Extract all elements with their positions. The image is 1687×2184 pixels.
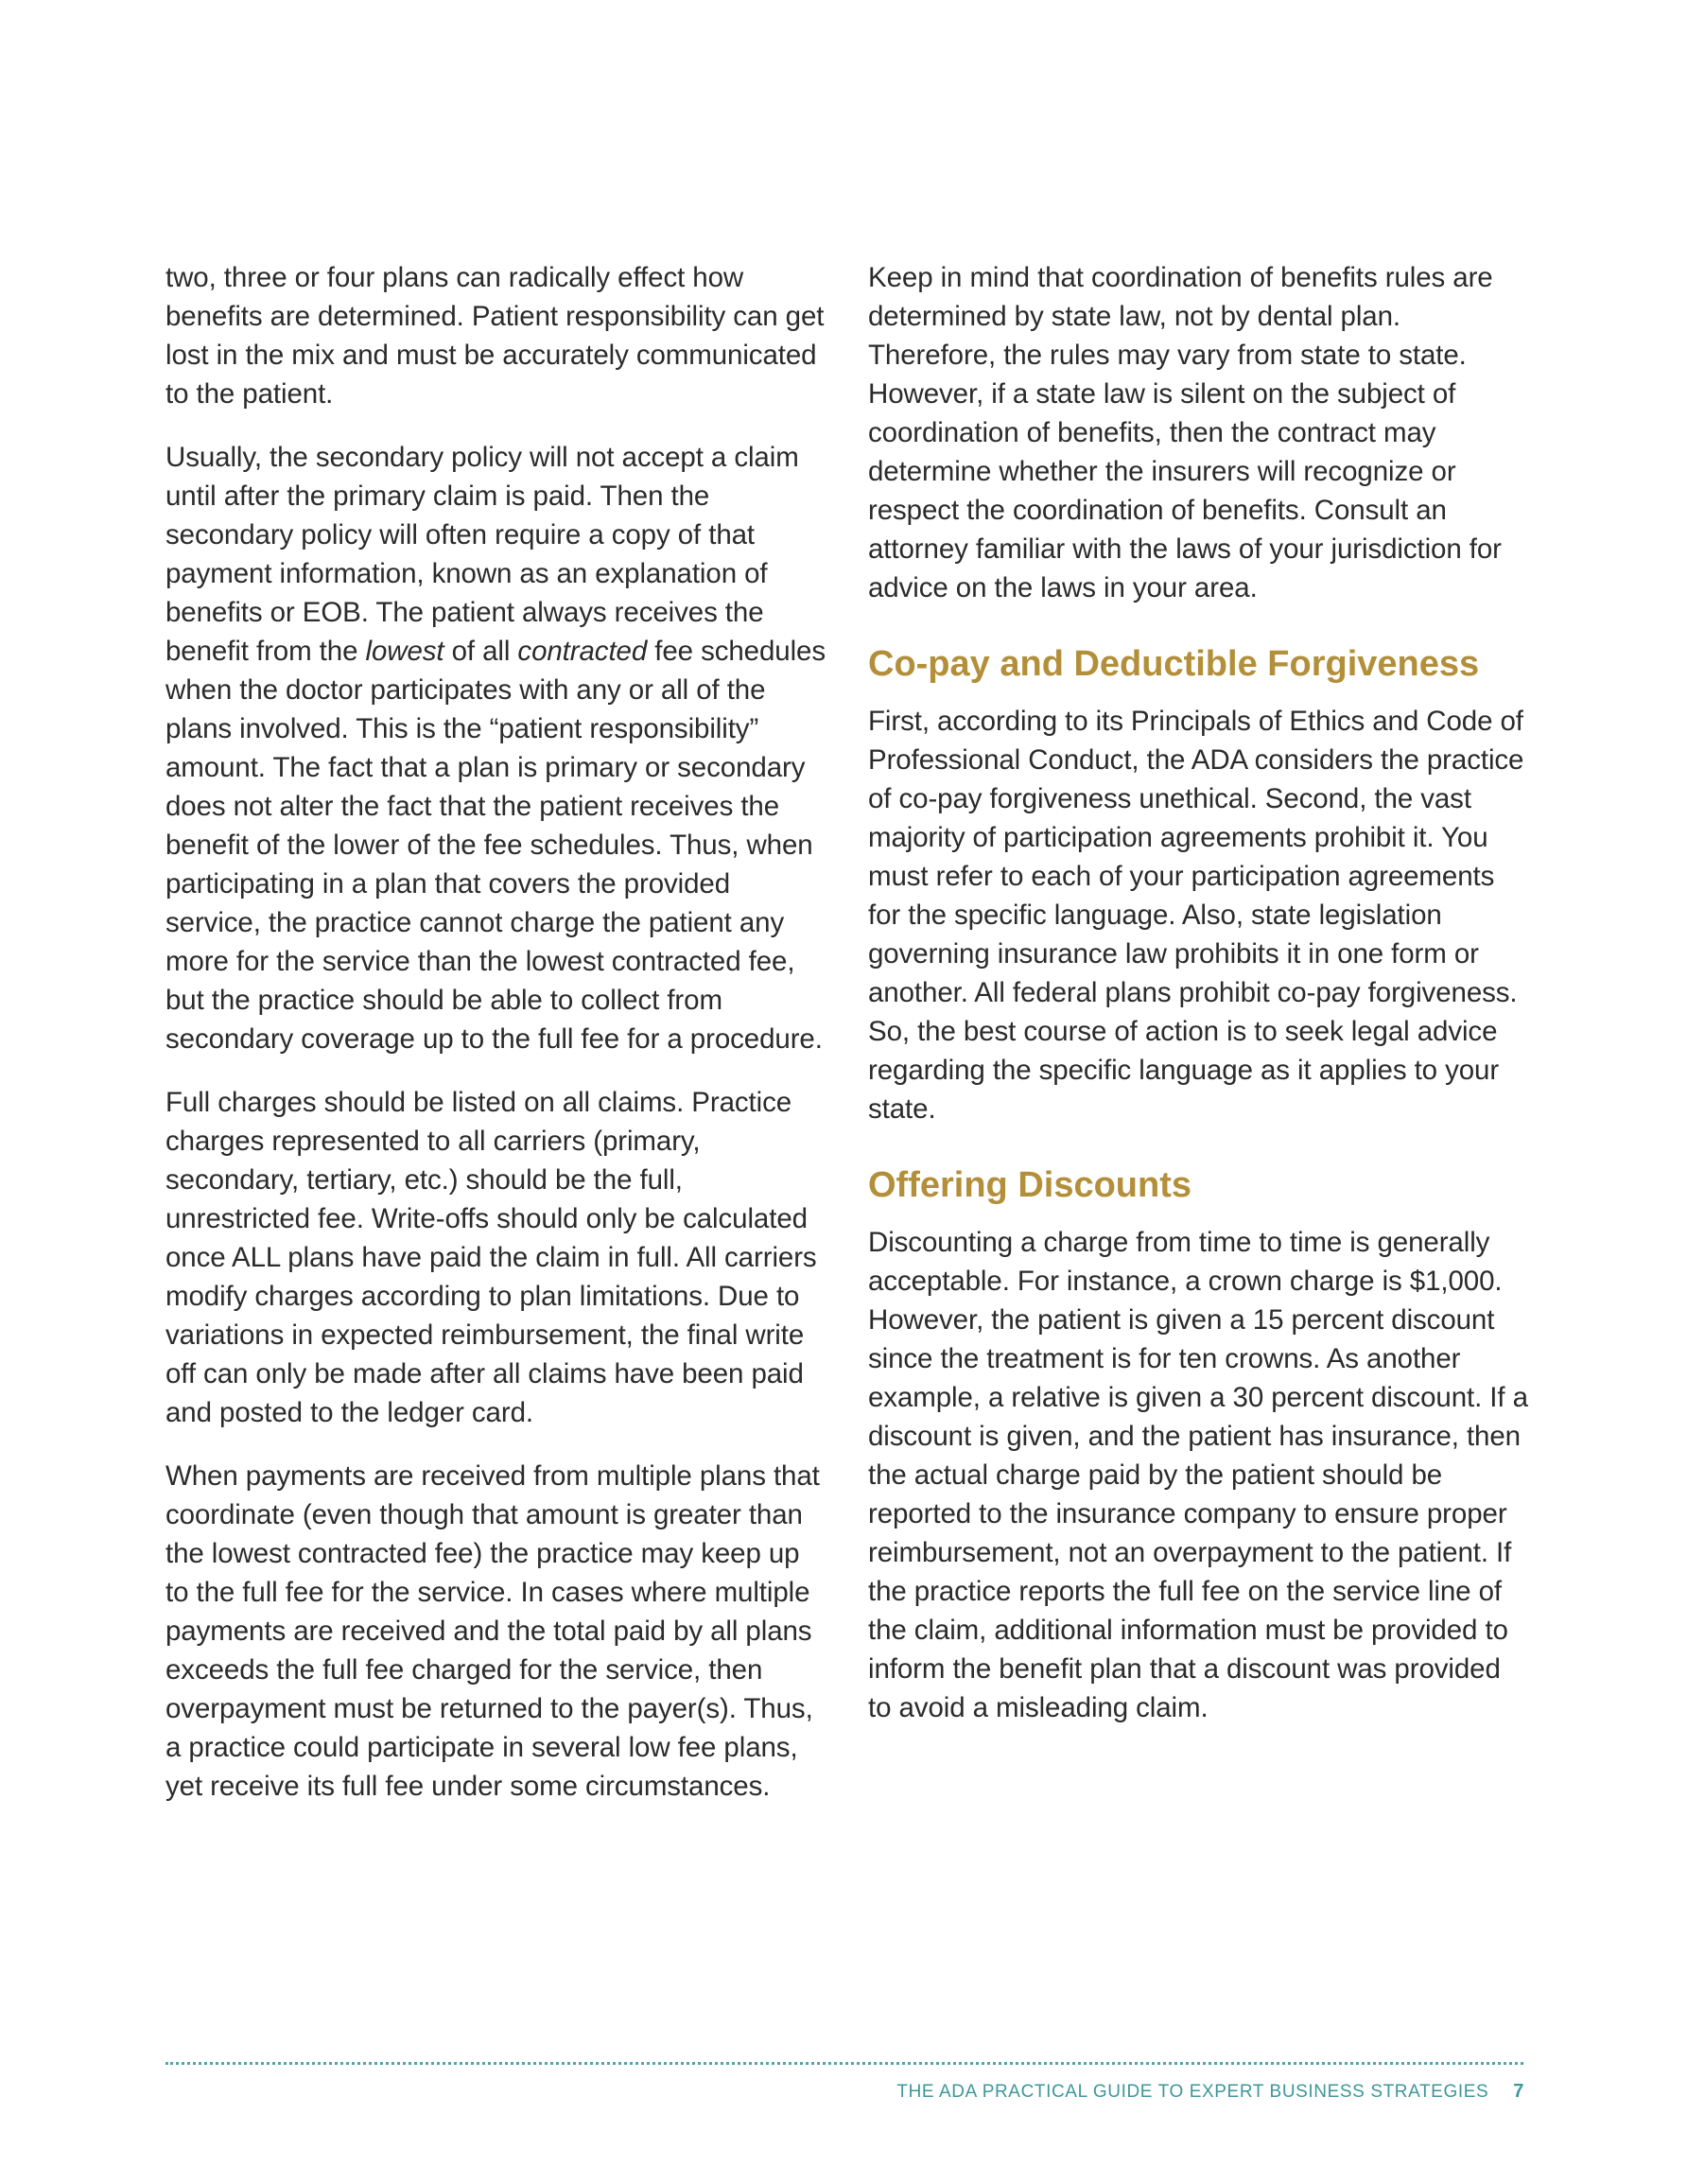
text-span: fee schedules when the doctor participates with any or all of the plans involved. This is the “patient responsibility” amount. The fact that a plan is primary or secondary does not alter the fact that the patient receives the benefit of the lower of the fee schedules. Thus, when participating in a plan that covers the provided service, the practice cannot charge the patient any more for the service than the lowest contracted fee, but the practice should be able to collect from secondary coverage up to the full fee for a procedure.	[165, 636, 826, 1055]
paragraph-plans-effect: two, three or four plans can radically effect how benefits are determined. Patient responsibility can get lost in the mix and must be accurately communicated to the patient.	[165, 262, 825, 410]
page-number: 7	[1513, 2081, 1524, 2102]
paragraph-full-charges: Full charges should be listed on all claims. Practice charges represented to all carriers (primary, secondary, tertiary, etc.) should be the full, unrestricted fee. Write-offs should only be calculated once ALL plans have paid the claim in full. All carriers modify charges according to plan limitations. Due to variations in expected reimbursement, the final write off can only be made after all claims have been paid and posted to the ledger card.	[165, 1087, 817, 1428]
footer-divider	[165, 2062, 1523, 2065]
paragraph-copay-forgiveness: First, according to its Principals of Ethics and Code of Professional Conduct, the ADA considers the practice of co-pay forgiveness unethical. Second, the vast majority of participation agreements prohibit it. You must refer to each of your participation agreements for the specific language. Also, state legislation governing insurance law prohibits it in one form or another. All federal plans prohibit co-pay forgiveness. So, the best course of action is to seek legal advice regarding the specific language as it applies to your state.	[868, 706, 1524, 1125]
emphasis-lowest: lowest	[365, 636, 444, 667]
text-span: of all	[443, 636, 518, 667]
footer-title: THE ADA PRACTICAL GUIDE TO EXPERT BUSINESS STRATEGIES	[896, 2082, 1489, 2102]
paragraph-coordination-rules: Keep in mind that coordination of benefits rules are determined by state law, not by dental plan. Therefore, the rules may vary from state to state. However, if a state law is silent on the subject of coordination of benefits, then the contract may determine whether the insurers will recognize or respect the coordination of benefits. Consult an attorney familiar with the laws of your jurisdiction for advice on the laws in your area.	[868, 262, 1502, 603]
left-column	[165, 258, 827, 1830]
paragraph-offering-discounts: Discounting a charge from time to time is generally acceptable. For instance, a crown charge is $1,000. However, the patient is given a 15 percent discount since the treatment is for ten crowns. As another example, a relative is given a 30 percent discount. If a discount is given, and the patient has insurance, then the actual charge paid by the patient should be reported to the insurance company to ensure proper reimbursement, not an overpayment to the patient. If the practice reports the full fee on the service line of the claim, additional information must be provided to inform the benefit plan that a discount was provided to avoid a misleading claim.	[868, 1227, 1528, 1723]
emphasis-contracted: contracted	[517, 636, 648, 667]
right-column	[868, 258, 1530, 1752]
heading-offering-discounts: Offering Discounts	[868, 1165, 1192, 1205]
text-span: Usually, the secondary policy will not accept a claim until after the primary claim is paid. Then the secondary policy will often require a copy of that payment information, known as an explanation of benefits or EOB. The patient always receives the benefit from the	[165, 442, 799, 667]
page-footer	[896, 2081, 1524, 2103]
paragraph-secondary-policy	[165, 438, 827, 1058]
heading-copay-forgiveness: Co-pay and Deductible Forgiveness	[868, 644, 1480, 684]
paragraph-multiple-payments: When payments are received from multiple plans that coordinate (even though that amount is greater than the lowest contracted fee) the practice may keep up to the full fee for the service. In cases where multiple payments are received and the total paid by all plans exceeds the full fee charged for the service, then overpayment must be returned to the payer(s). Thus, a practice could participate in several low fee plans, yet receive its full fee under some circumstances.	[165, 1460, 820, 1802]
